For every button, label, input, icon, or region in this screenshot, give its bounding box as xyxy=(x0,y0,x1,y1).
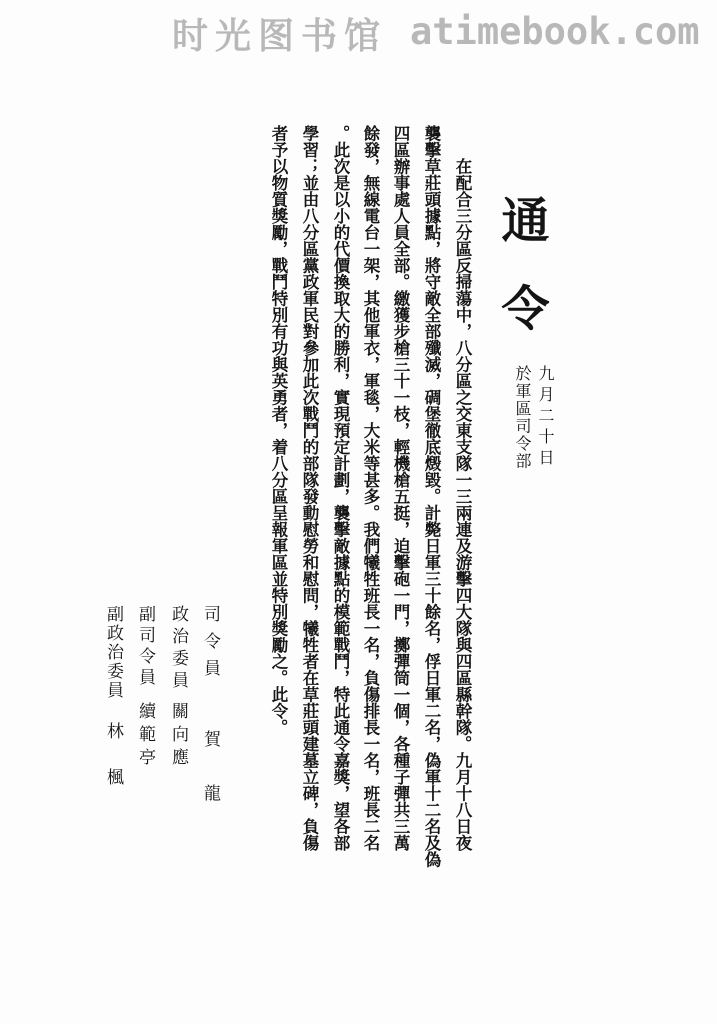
body-column: 學習；並由八分區黨政軍民對參加此次戰鬥的部隊發動慰勞和慰問，犧牲者在草莊頭建墓立碑，負傷 xyxy=(300,125,319,851)
signatory-position: 司令員 xyxy=(200,605,220,686)
signatory-position: 副司令員 xyxy=(135,605,155,689)
signatory-position: 副政治委員 xyxy=(103,605,123,700)
signatory-position: 政治委員 xyxy=(168,605,188,693)
signatory-name: 續範亭 xyxy=(135,702,155,771)
body-column: 在配合三分區反掃蕩中，八分區之交東支隊一三兩連及游擊四大隊與四區縣幹隊。九月十八日夜 xyxy=(453,158,472,851)
body-column: 餘發，無線電台一架，其他軍衣，軍毯，大米等甚多。我們犧牲班長一名，負傷排長一名，班長二名 xyxy=(361,125,380,851)
watermark-url: atimebook.com xyxy=(410,10,700,53)
body-column: 襲擊草莊頭據點，將守敵全部殲滅，碉堡徹底燬毀。計斃日軍三十餘名，俘日軍二名，偽軍十二名及偽 xyxy=(422,125,441,868)
document-title: 通令 xyxy=(493,195,549,371)
signatory-name: 賀 龍 xyxy=(200,730,220,811)
body-column: 四區辦事處人員全部。繳獲步槍三十一枝，輕機槍五挺，迫擊砲一門，擲彈筒一個，各種子彈共三萬 xyxy=(391,125,410,851)
body-column: 。此次是以小的代價換取大的勝利，實現預定計劃，襲擊敵據點的模範戰鬥，特此通令嘉獎，望各部 xyxy=(331,125,350,851)
signatory-name: 林 楓 xyxy=(103,722,123,791)
order-date: 九月二十日 xyxy=(536,365,555,470)
signatory-name: 關向應 xyxy=(168,702,188,771)
order-issuer: 於軍區司令部 xyxy=(513,365,532,470)
watermark-site-name: 时光图书馆 xyxy=(172,16,388,57)
body-column: 者予以物質獎勵，戰鬥特別有功與英勇者，着八分區呈報軍區並特別獎勵之。此令。 xyxy=(269,125,288,736)
